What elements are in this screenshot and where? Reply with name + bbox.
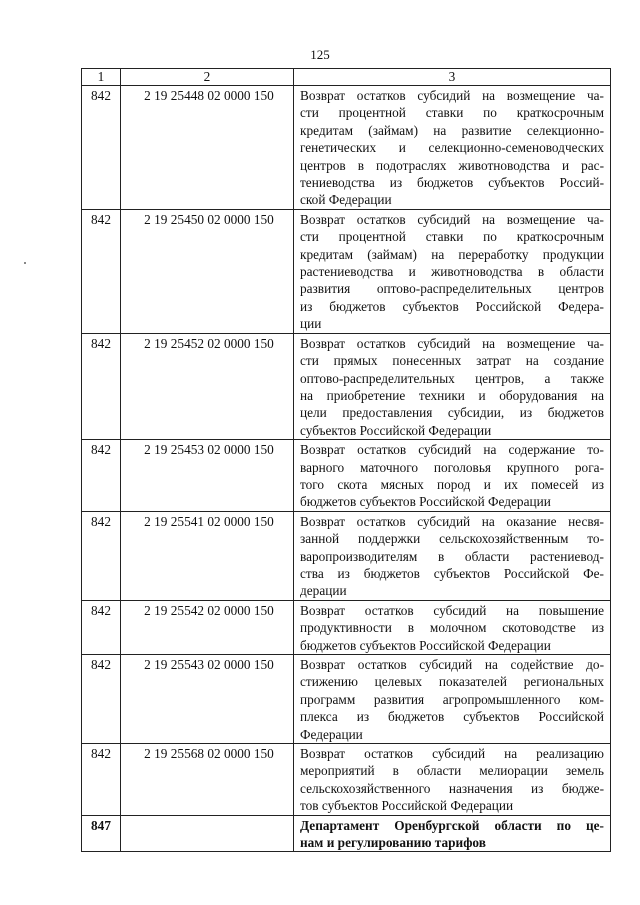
- description-line: мероприятий в области мелиорации земель: [300, 763, 604, 779]
- description-line: варопроизводителям в области растениевод-: [300, 548, 604, 564]
- description-line: на приобретение техники и оборудования на: [300, 387, 604, 403]
- budget-code: 2 19 25568 02 0000 150: [144, 746, 274, 762]
- description-line: программ развития агропромышленного ком-: [300, 691, 604, 707]
- description: [294, 86, 610, 209]
- budget-code: 2 19 25541 02 0000 150: [144, 513, 274, 529]
- budget-code: 2 19 25450 02 0000 150: [144, 211, 274, 227]
- description-cell: [294, 511, 611, 600]
- description: [294, 440, 610, 511]
- header-row: [82, 69, 611, 86]
- budget-code-cell: [121, 600, 294, 654]
- description-line: Возврат остатков субсидий на повышение: [300, 602, 604, 618]
- description-line: растениеводства и животноводства в области: [300, 264, 604, 280]
- row-number-cell: [82, 86, 121, 210]
- description-line: бюджетов субъектов Российской Федерации: [300, 637, 551, 653]
- description-line: занной поддержки сельскохозяйственным то-: [300, 531, 604, 547]
- description-line: сельскохозяйственного назначения из бюдже-: [300, 780, 604, 796]
- budget-code-cell: [121, 333, 294, 439]
- margin-mark: [24, 262, 26, 264]
- description-line: дерации: [300, 583, 347, 599]
- description-line: сти прямых понесенных затрат на создание: [300, 353, 604, 369]
- budget-code: 2 19 25452 02 0000 150: [144, 335, 274, 351]
- budget-code-cell: [121, 440, 294, 512]
- table-row: [82, 440, 611, 512]
- description-line: ства из бюджетов субъектов Российской Фе-: [300, 565, 604, 581]
- description-line: продуктивности в молочном скотоводстве из: [300, 620, 604, 636]
- description: [294, 744, 610, 815]
- row-number-cell: [82, 511, 121, 600]
- description: [294, 210, 610, 333]
- description-line: плекса из бюджетов субъектов Российской: [300, 709, 604, 725]
- description: [294, 512, 610, 600]
- row-number-cell: [82, 209, 121, 333]
- description-line: Возврат остатков субсидий на реализацию: [300, 746, 604, 762]
- table-row: [82, 600, 611, 654]
- description-line: Федерации: [300, 726, 363, 742]
- description-cell: [294, 744, 611, 816]
- description: [294, 601, 610, 654]
- description-line: из бюджетов субъектов Российской Федера-: [300, 298, 604, 314]
- description-line: ции: [300, 316, 322, 332]
- description-line: того скота мясных пород и их помесей из: [300, 476, 604, 492]
- row-number: 842: [91, 335, 111, 351]
- budget-code-cell: [121, 209, 294, 333]
- description-line: сти процентной ставки по краткосрочным: [300, 105, 604, 121]
- description-line: Возврат остатков субсидий на возмещение ча-: [300, 335, 604, 351]
- description-line: нам и регулированию тарифов: [300, 835, 486, 851]
- description-line: оптово-распределительных центров, а также: [300, 370, 604, 386]
- description-line: ской Федерации: [300, 192, 392, 208]
- table-row: [82, 655, 611, 744]
- description: [294, 816, 610, 852]
- description-cell: [294, 209, 611, 333]
- budget-code: 2 19 25542 02 0000 150: [144, 602, 274, 618]
- row-number: 842: [91, 602, 111, 618]
- table-body: [82, 86, 611, 852]
- description: [294, 655, 610, 743]
- description-cell: [294, 86, 611, 210]
- description-line: Возврат остатков субсидий на возмещение ча-: [300, 211, 604, 227]
- description-line: стижению целевых показателей региональных: [300, 674, 604, 690]
- row-number: 842: [91, 657, 111, 672]
- column-header-2: 2: [121, 69, 294, 86]
- table-row: [82, 333, 611, 439]
- description-line: развития оптово-распределительных центров: [300, 281, 604, 297]
- row-number: 842: [91, 746, 111, 762]
- budget-code-cell: [121, 815, 294, 852]
- budget-code-cell: [121, 511, 294, 600]
- description-line: сти процентной ставки по краткосрочным: [300, 229, 604, 245]
- row-number-cell: [82, 440, 121, 512]
- description-line: тов субъектов Российской Федерации: [300, 798, 514, 814]
- row-number: 842: [91, 513, 111, 529]
- row-number-cell: [82, 333, 121, 439]
- description-line: кредитам (займам) на переработку продукции: [300, 246, 604, 262]
- description-line: Возврат остатков субсидий на оказание несвя-: [300, 513, 604, 529]
- description-line: Департамент Оренбургской области по це-: [300, 817, 604, 833]
- description-line: Возврат остатков субсидий на содействие до-: [300, 657, 604, 672]
- description-line: генетических и селекционно-семеноводческих: [300, 140, 604, 156]
- row-number-cell: [82, 744, 121, 816]
- description: [294, 334, 610, 439]
- description-cell: [294, 600, 611, 654]
- description-line: варного маточного поголовья крупного рога-: [300, 459, 604, 475]
- description-line: кредитам (займам) на развитие селекционно-: [300, 122, 604, 138]
- table-row: [82, 86, 611, 210]
- budget-code: 2 19 25453 02 0000 150: [144, 442, 274, 458]
- description-line: Возврат остатков субсидий на возмещение ча-: [300, 88, 604, 103]
- budget-code-cell: [121, 744, 294, 816]
- row-number-cell: [82, 600, 121, 654]
- description-line: центров в подотраслях животноводства и рас-: [300, 157, 604, 173]
- row-number-cell: [82, 815, 121, 852]
- description-cell: [294, 815, 611, 852]
- table-row: [82, 511, 611, 600]
- table-row: [82, 209, 611, 333]
- description-cell: [294, 655, 611, 744]
- budget-code-cell: [121, 655, 294, 744]
- budget-code: [121, 816, 293, 817]
- row-number-cell: [82, 655, 121, 744]
- description-line: субъектов Российской Федерации: [300, 422, 492, 438]
- description-line: Возврат остатков субсидий на содержание то-: [300, 442, 604, 458]
- page-number: 125: [310, 47, 330, 62]
- budget-codes-table: [81, 68, 611, 852]
- budget-code: 2 19 25543 02 0000 150: [144, 657, 274, 672]
- budget-code-cell: [121, 86, 294, 210]
- description-line: цели предоставления субсидии, из бюджетов: [300, 405, 604, 421]
- table-row: [82, 744, 611, 816]
- table-row-department: [82, 815, 611, 852]
- row-number: 842: [91, 442, 111, 458]
- description-line: тениеводства из бюджетов субъектов Россий-: [300, 175, 604, 191]
- column-header-1: 1: [82, 69, 121, 86]
- row-number: 847: [91, 817, 111, 833]
- description-cell: [294, 333, 611, 439]
- row-number: 842: [91, 211, 111, 227]
- description-line: бюджетов субъектов Российской Федерации: [300, 494, 551, 510]
- budget-code: 2 19 25448 02 0000 150: [144, 88, 274, 103]
- description-cell: [294, 440, 611, 512]
- column-header-3: 3: [294, 69, 611, 86]
- row-number: 842: [91, 88, 111, 103]
